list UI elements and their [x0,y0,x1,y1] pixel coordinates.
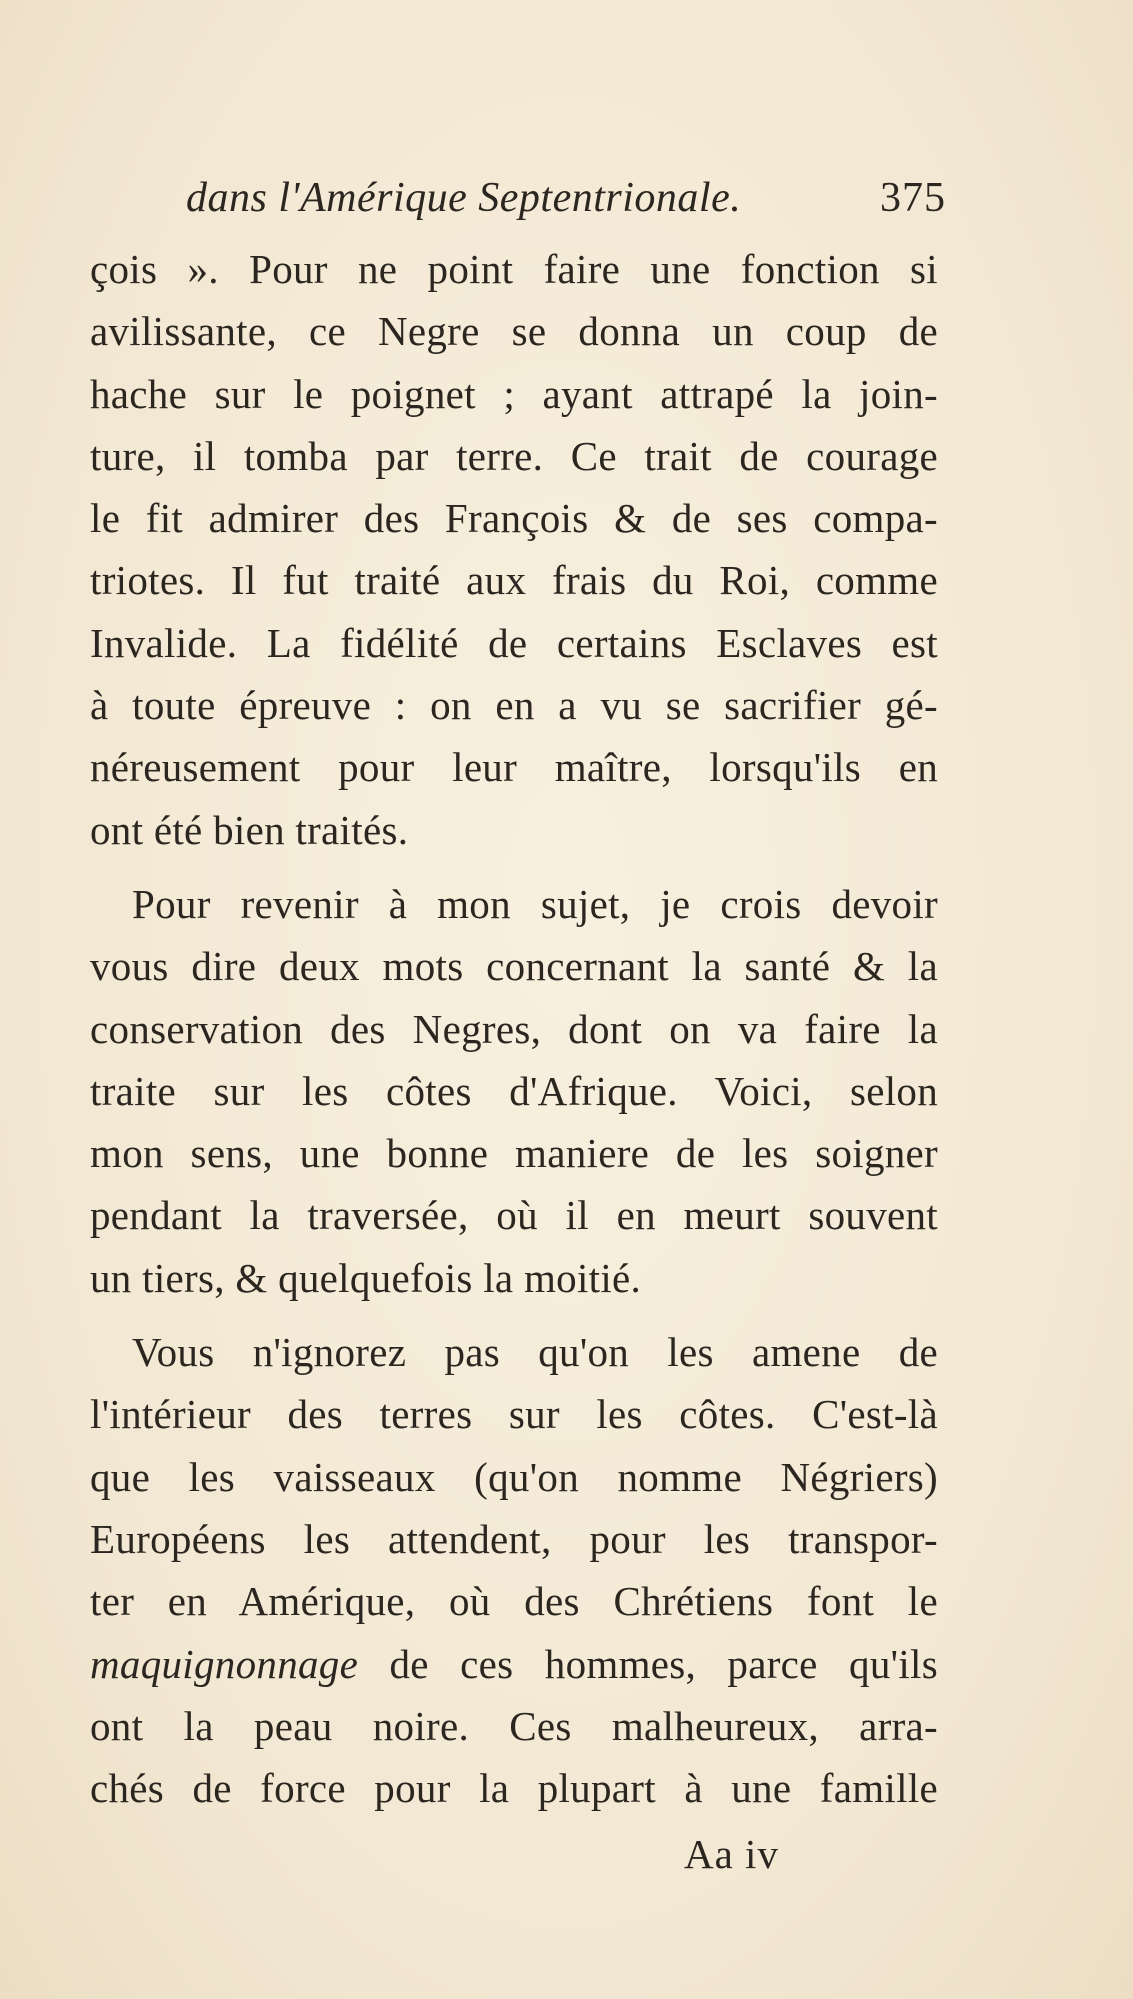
text-line: conservation des Negres, dont on va faire la [90,1005,938,1052]
text-line: çois ». Pour ne point faire une fonction si [90,246,938,292]
text-line: avilissante, ce Negre se donna un coup de [90,308,938,355]
text-line: néreusement pour leur maître, lorsqu'ils en [90,744,938,791]
text-line: mon sens, une bonne maniere de les soigner [90,1130,938,1177]
text-line: l'intérieur des terres sur les côtes. C'est-là [90,1391,938,1438]
text-line: Vous n'ignorez pas qu'on les amene de [132,1329,938,1376]
text-line: à toute épreuve : on en a vu se sacrifier gé- [90,682,938,729]
text-line: Pour revenir à mon sujet, je crois devoir [132,880,938,927]
text-line-with-italic [90,1633,938,1695]
text-line: un tiers, & quelquefois la moitié. [90,1254,642,1301]
running-title: dans l'Amérique Septentrionale. [186,175,742,221]
page-number: 375 [880,175,946,221]
text-line: le fit admirer des François & de ses compa- [90,495,938,542]
text-line: ont la peau noire. Ces malheureux, arra- [90,1702,938,1749]
text-line: ture, il tomba par terre. Ce trait de courage [90,432,938,479]
text-line: vous dire deux mots concernant la santé & la [90,943,938,990]
text-line: que les vaisseaux (qu'on nomme Négriers) [90,1453,938,1500]
body-text [90,238,938,1819]
text-line: pendant la traversée, où il en meurt souvent [90,1192,938,1239]
text-line: traite sur les côtes d'Afrique. Voici, selon [90,1067,938,1114]
text-line: triotes. Il fut traité aux frais du Roi, comme [90,557,938,604]
text-line: ter en Amérique, où des Chrétiens font le [90,1578,938,1625]
text-line: hache sur le poignet ; ayant attrapé la join- [90,370,938,417]
italic-word: maquignonnage [90,1640,359,1687]
text-line: chés de force pour la plupart à une famille [90,1765,938,1812]
page-header [186,168,946,228]
text-line-rest: de ces hommes, parce qu'ils [389,1640,938,1687]
text-line: ont été bien traités. [90,806,409,853]
text-line: Invalide. La fidélité de certains Esclaves est [90,619,938,666]
signature-mark: Aa iv [684,1831,779,1877]
text-line: Européens les attendent, pour les transpor- [90,1515,938,1562]
